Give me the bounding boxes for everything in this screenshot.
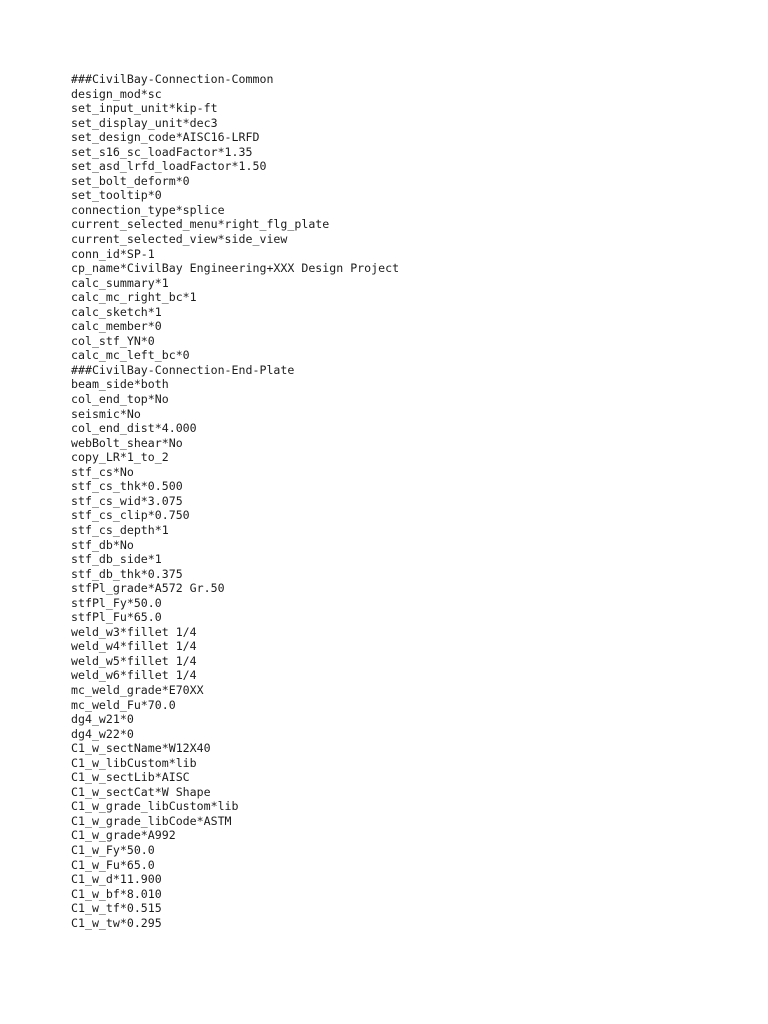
config-line: mc_weld_grade*E70XX [71, 682, 204, 697]
config-line: C1_w_grade*A992 [71, 828, 176, 843]
config-line: calc_sketch*1 [71, 304, 162, 319]
config-line: C1_w_Fu*65.0 [71, 857, 155, 872]
config-line: stf_db*No [71, 537, 134, 552]
config-line: set_asd_lrfd_loadFactor*1.50 [71, 159, 267, 174]
config-line: C1_w_sectName*W12X40 [71, 741, 211, 756]
config-line: weld_w4*fillet 1/4 [71, 639, 197, 654]
config-line: stf_db_thk*0.375 [71, 566, 183, 581]
config-line: set_input_unit*kip-ft [71, 101, 218, 116]
config-line: seismic*No [71, 406, 141, 421]
config-line: stfPl_Fu*65.0 [71, 610, 162, 625]
config-line: set_display_unit*dec3 [71, 115, 218, 130]
config-line: stfPl_grade*A572 Gr.50 [71, 581, 225, 596]
config-line: weld_w6*fillet 1/4 [71, 668, 197, 683]
config-line: C1_w_d*11.900 [71, 872, 162, 887]
config-line: weld_w3*fillet 1/4 [71, 624, 197, 639]
config-line: mc_weld_Fu*70.0 [71, 697, 176, 712]
config-line: ###CivilBay-Connection-End-Plate [71, 362, 295, 377]
config-line: calc_mc_right_bc*1 [71, 290, 197, 305]
config-line: stf_cs_wid*3.075 [71, 493, 183, 508]
config-line: C1_w_grade_libCode*ASTM [71, 813, 232, 828]
config-line: stf_cs_thk*0.500 [71, 479, 183, 494]
config-line: set_s16_sc_loadFactor*1.35 [71, 144, 253, 159]
config-line: C1_w_bf*8.010 [71, 886, 162, 901]
config-line: dg4_w22*0 [71, 726, 134, 741]
config-line: col_end_dist*4.000 [71, 421, 197, 436]
config-line: current_selected_menu*right_flg_plate [71, 217, 330, 232]
config-line: conn_id*SP-1 [71, 246, 155, 261]
config-line: connection_type*splice [71, 202, 225, 217]
config-line: calc_summary*1 [71, 275, 169, 290]
config-line: ###CivilBay-Connection-Common [71, 72, 274, 86]
config-line: C1_w_tf*0.515 [71, 901, 162, 916]
config-line: C1_w_Fy*50.0 [71, 842, 155, 857]
config-line: set_tooltip*0 [71, 188, 162, 203]
config-line: col_stf_YN*0 [71, 333, 155, 348]
config-line: C1_w_grade_libCustom*lib [71, 799, 239, 814]
config-line: stf_cs*No [71, 464, 134, 479]
config-line: current_selected_view*side_view [71, 232, 288, 247]
config-line: set_design_code*AISC16-LRFD [71, 130, 260, 145]
config-line: design_mod*sc [71, 86, 162, 101]
config-line: set_bolt_deform*0 [71, 173, 190, 188]
config-line: calc_mc_left_bc*0 [71, 348, 190, 363]
config-line: C1_w_sectCat*W Shape [71, 784, 211, 799]
config-line: webBolt_shear*No [71, 435, 183, 450]
config-line: weld_w5*fillet 1/4 [71, 653, 197, 668]
config-line: copy_LR*1_to_2 [71, 450, 169, 465]
config-line: cp_name*CivilBay Engineering+XXX Design Project [71, 261, 400, 276]
config-line: col_end_top*No [71, 392, 169, 407]
config-line: beam_side*both [71, 377, 169, 392]
config-line: C1_w_tw*0.295 [71, 915, 162, 930]
config-line: calc_member*0 [71, 319, 162, 334]
config-text-block [71, 72, 399, 930]
config-line: stf_cs_depth*1 [71, 522, 169, 537]
config-line: stf_cs_clip*0.750 [71, 508, 190, 523]
config-line: stf_db_side*1 [71, 552, 162, 567]
config-line: stfPl_Fy*50.0 [71, 595, 162, 610]
config-line: dg4_w21*0 [71, 712, 134, 727]
config-line: C1_w_sectLib*AISC [71, 770, 190, 785]
config-line: C1_w_libCustom*lib [71, 755, 197, 770]
